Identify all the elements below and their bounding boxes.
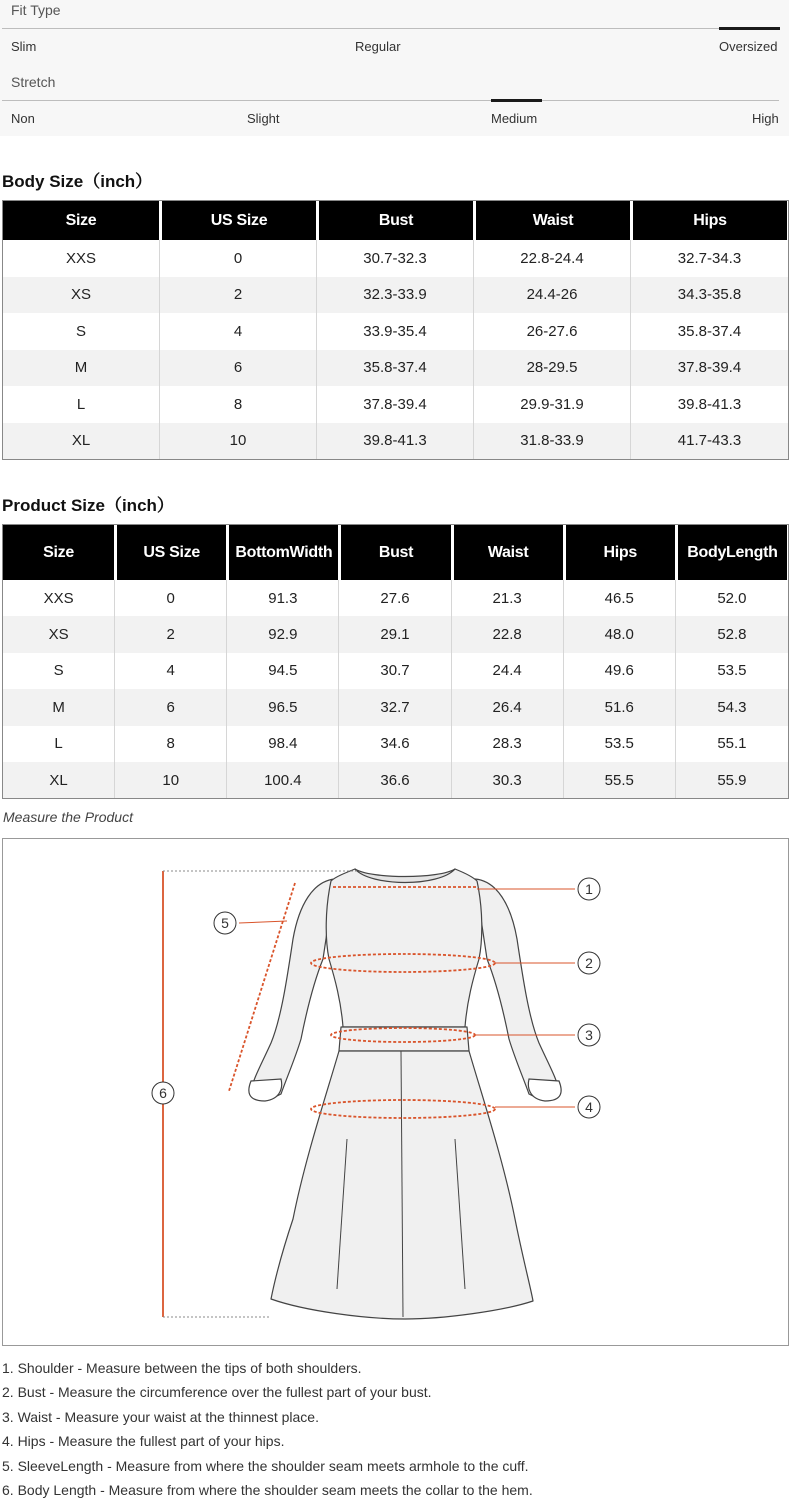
measurement-notes (2, 1358, 789, 1500)
table-cell: 10 (160, 423, 317, 460)
table-cell: 4 (115, 653, 227, 689)
stretch-option-medium: Medium (491, 111, 538, 126)
body-size-table (2, 200, 789, 460)
table-cell: 55.5 (564, 762, 676, 798)
note-waist: 3. Waist - Measure your waist at the thinnest place. (2, 1408, 319, 1425)
table-cell: 54.3 (676, 689, 788, 725)
table-header-row (3, 525, 788, 580)
table-row (3, 277, 788, 314)
table-header-row (3, 201, 788, 240)
table-cell: L (3, 726, 115, 762)
marker-label-4: 4 (585, 1099, 593, 1115)
table-cell: 52.0 (717, 589, 747, 607)
column-header: Hips (564, 525, 676, 580)
column-header: Size (3, 201, 160, 240)
table-cell: 37.8-39.4 (631, 350, 788, 387)
table-cell: 30.7-32.3 (317, 240, 474, 277)
table-cell: 29.9-31.9 (474, 386, 631, 423)
marker-label-2: 2 (585, 955, 593, 971)
stretch-option-high: High (752, 111, 779, 126)
table-row (3, 313, 788, 350)
table-cell: 92.9 (227, 616, 339, 652)
table-cell: 53.5 (564, 726, 676, 762)
column-header: US Size (115, 525, 227, 580)
table-row (3, 386, 788, 423)
table-cell: 91.3 (227, 580, 339, 616)
note-bust: 2. Bust - Measure the circumference over the fullest part of your bust. (2, 1384, 432, 1401)
table-cell: L (3, 386, 160, 423)
table-cell: 49.6 (564, 653, 676, 689)
note-body-length: 6. Body Length - Measure from where the shoulder seam meets the collar to the hem. (2, 1481, 533, 1498)
table-cell: 100.4 (227, 762, 339, 798)
column-header: Bust (317, 201, 474, 240)
table-cell: 55.9 (676, 762, 788, 798)
table-cell: XXS (3, 580, 115, 616)
table-cell: XL (3, 762, 115, 798)
table-cell: 29.1 (339, 616, 451, 652)
table-cell: 34.6 (339, 726, 451, 762)
note-hips: 4. Hips - Measure the fullest part of your hips. (2, 1433, 285, 1450)
table-cell: 55.1 (717, 735, 747, 753)
table-cell: 24.4-26 (474, 277, 631, 314)
table-cell: 2 (115, 616, 227, 652)
column-header: Hips (631, 201, 788, 240)
table-cell: S (3, 653, 115, 689)
dress-diagram-svg (3, 839, 788, 1345)
body-size-heading: Body Size（inch） (2, 172, 153, 191)
stretch-selected-marker (491, 99, 542, 102)
table-cell: 30.7 (339, 653, 451, 689)
column-header: Bust (339, 525, 451, 580)
waistband-shape (339, 1027, 469, 1051)
table-cell: 6 (115, 689, 227, 725)
table-cell: 31.8-33.9 (474, 423, 631, 460)
table-row (3, 653, 788, 689)
column-header: Size (3, 525, 115, 580)
table-cell: 48.0 (564, 616, 676, 652)
table-cell: 32.7 (339, 689, 451, 725)
table-cell: S (3, 313, 160, 350)
table-cell: 21.3 (452, 580, 564, 616)
leader-line-5 (239, 921, 287, 923)
column-header: US Size (160, 201, 317, 240)
right-cuff-shape (528, 1079, 561, 1101)
bodice-shape (326, 869, 482, 1027)
marker-label-6: 6 (159, 1085, 167, 1101)
left-sleeve-shape (251, 879, 335, 1100)
table-cell: 8 (160, 386, 317, 423)
marker-label-5: 5 (221, 915, 229, 931)
table-cell: 41.7-43.3 (631, 423, 788, 460)
table-cell: 22.8-24.4 (474, 240, 631, 277)
table-cell: XXS (3, 240, 160, 277)
product-size-heading: Product Size（inch） (2, 496, 174, 515)
fit-stretch-panel (0, 0, 789, 136)
table-cell: 6 (160, 350, 317, 387)
fit-type-option-regular: Regular (355, 39, 401, 54)
note-sleeve-length: 5. SleeveLength - Measure from where the shoulder seam meets armhole to the cuff. (2, 1457, 529, 1474)
table-cell: 36.6 (339, 762, 451, 798)
table-row (3, 762, 788, 798)
column-header: Waist (474, 201, 631, 240)
table-cell: 46.5 (564, 580, 676, 616)
table-cell: 98.4 (227, 726, 339, 762)
right-sleeve-shape (475, 879, 559, 1100)
left-cuff-shape (249, 1079, 282, 1101)
table-cell: XS (3, 616, 115, 652)
table-cell: 26-27.6 (474, 313, 631, 350)
table-cell: 27.6 (339, 580, 451, 616)
table-cell: 24.4 (452, 653, 564, 689)
product-size-table (2, 524, 789, 799)
table-cell: XL (3, 423, 160, 460)
table-cell: 53.5 (717, 662, 747, 680)
table-row (3, 240, 788, 277)
table-cell: 34.3-35.8 (631, 277, 788, 314)
table-cell: 52.8 (676, 616, 788, 652)
column-header: BottomWidth (227, 525, 339, 580)
stretch-title: Stretch (11, 74, 56, 90)
table-cell: 2 (160, 277, 317, 314)
marker-label-1: 1 (585, 881, 593, 897)
table-cell: 94.5 (227, 653, 339, 689)
table-cell: 96.5 (227, 689, 339, 725)
table-cell: 10 (115, 762, 227, 798)
table-cell: 26.4 (452, 689, 564, 725)
table-cell: 0 (160, 240, 317, 277)
column-header: Waist (452, 525, 564, 580)
table-row (3, 616, 788, 652)
table-cell: 39.8-41.3 (317, 423, 474, 460)
table-row (3, 350, 788, 387)
marker-label-3: 3 (585, 1027, 593, 1043)
table-cell: 37.8-39.4 (317, 386, 474, 423)
note-shoulder: 1. Shoulder - Measure between the tips of both shoulders. (2, 1360, 362, 1376)
table-cell: 32.7-34.3 (677, 249, 742, 267)
table-cell: M (3, 350, 160, 387)
table-row (3, 726, 788, 762)
stretch-option-slight: Slight (247, 111, 280, 126)
table-cell: 4 (160, 313, 317, 350)
table-cell: 51.6 (564, 689, 676, 725)
measurement-diagram (2, 838, 789, 1346)
table-row (3, 423, 788, 460)
table-cell: 28-29.5 (474, 350, 631, 387)
table-cell: 8 (115, 726, 227, 762)
column-header: BodyLength (676, 525, 788, 580)
fit-type-option-oversized: Oversized (719, 39, 778, 54)
table-cell: M (3, 689, 115, 725)
stretch-scale-line (2, 100, 779, 101)
table-row (3, 689, 788, 725)
table-cell: 39.8-41.3 (677, 395, 742, 413)
table-cell: XS (3, 277, 160, 314)
table-cell: 35.8-37.4 (317, 350, 474, 387)
table-cell: 33.9-35.4 (317, 313, 474, 350)
table-cell: 32.3-33.9 (317, 277, 474, 314)
table-cell: 22.8 (452, 616, 564, 652)
table-cell: 35.8-37.4 (677, 322, 742, 340)
measure-caption: Measure the Product (3, 809, 133, 825)
fit-type-selected-marker (719, 27, 780, 30)
stretch-option-non: Non (11, 111, 35, 126)
table-row (3, 580, 788, 616)
table-cell: 28.3 (452, 726, 564, 762)
fit-type-title: Fit Type (11, 2, 61, 18)
table-cell: 30.3 (452, 762, 564, 798)
table-cell: 0 (115, 580, 227, 616)
fit-type-option-slim: Slim (11, 39, 37, 54)
fit-type-scale-line (2, 28, 779, 29)
